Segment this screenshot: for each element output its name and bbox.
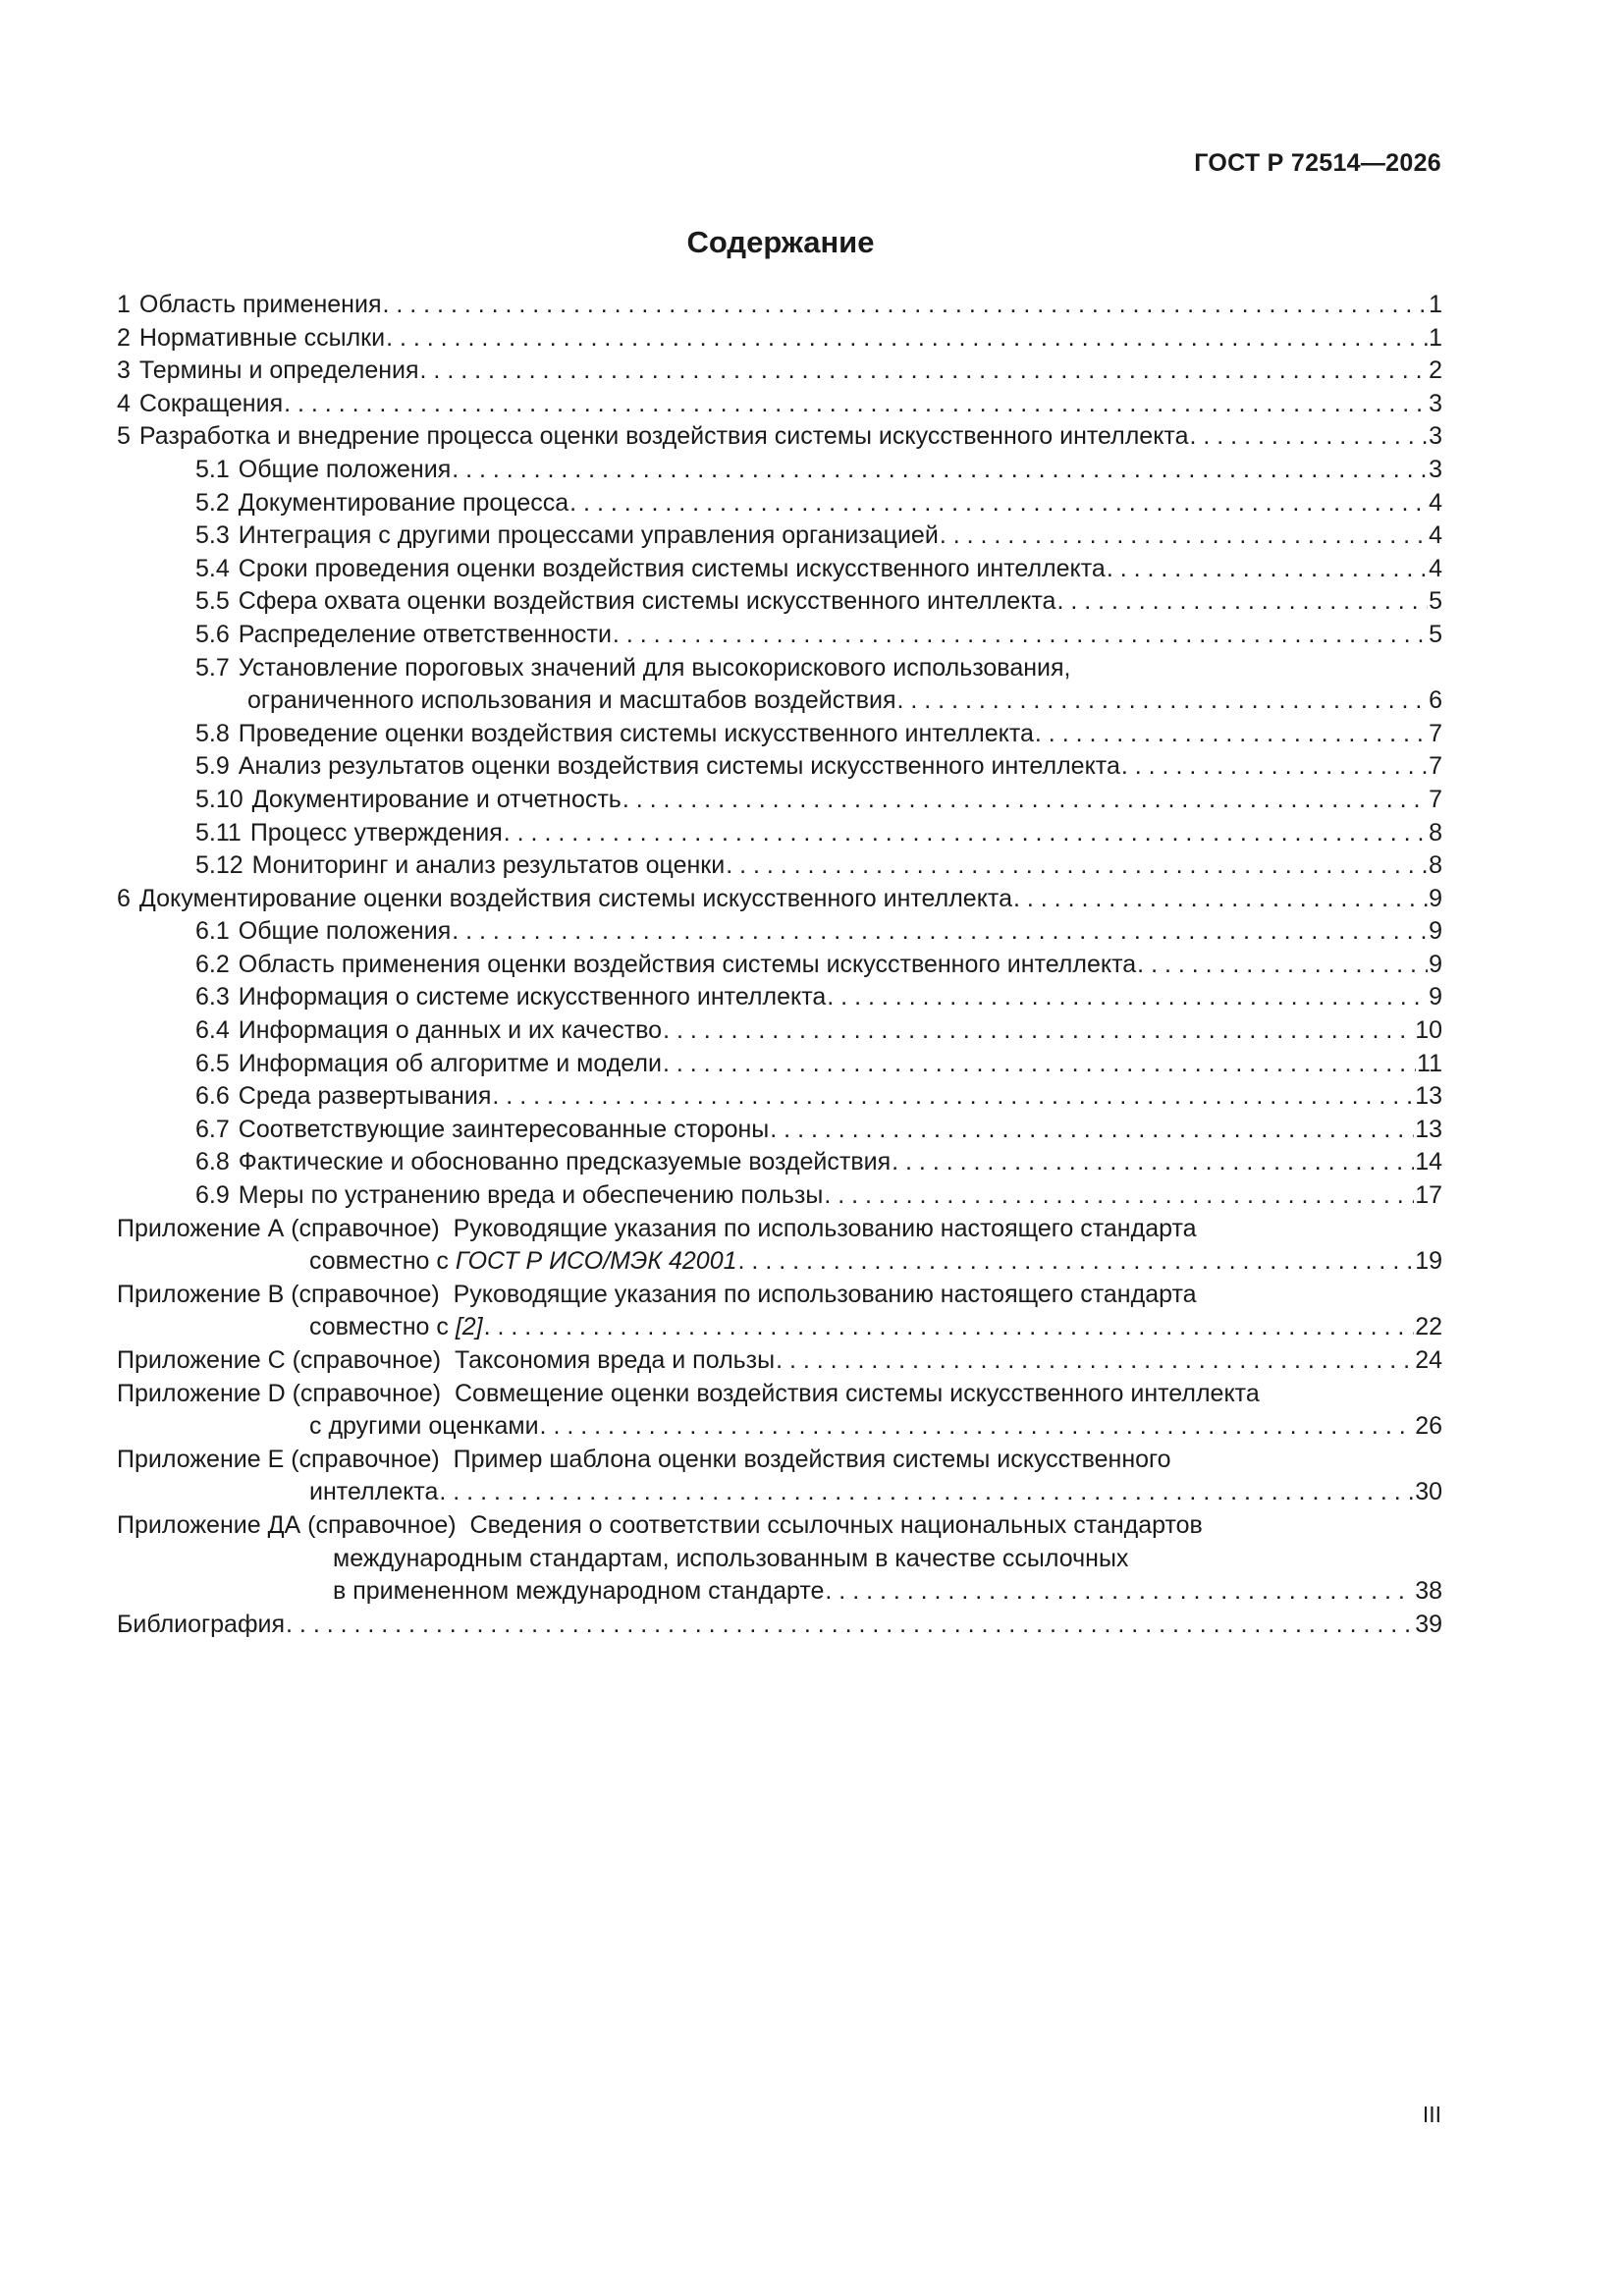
toc-text-continued: международным стандартам, использованным в качестве ссылочных — [333, 1544, 1129, 1572]
toc-page: 9 — [1429, 950, 1442, 978]
dot-leader — [825, 1575, 1414, 1609]
toc-number: 5.5 — [195, 587, 230, 616]
toc-text: Руководящие указания по использованию настоящего стандарта — [453, 1280, 1197, 1308]
dot-leader — [484, 1311, 1415, 1344]
dot-leader — [726, 849, 1428, 883]
toc-page: 6 — [1429, 686, 1442, 715]
toc-text: Процесс утверждения — [249, 818, 503, 847]
toc-text: Совмещение оценки воздействия системы искусственного интеллекта — [454, 1379, 1260, 1407]
toc-number: 5.8 — [195, 719, 230, 747]
dot-leader — [540, 1410, 1415, 1444]
toc-number: 4 — [117, 389, 131, 417]
appendix-label: Приложение C (справочное) — [117, 1346, 442, 1374]
dot-leader — [770, 1114, 1414, 1147]
dot-leader — [439, 1476, 1414, 1509]
toc-text: Общие положения — [238, 917, 452, 946]
table-of-contents — [117, 289, 1442, 1641]
toc-page: 8 — [1429, 818, 1442, 847]
appendix-label: Приложение D (справочное) — [117, 1379, 442, 1407]
toc-entry-5-3[interactable] — [117, 519, 1442, 553]
dot-leader — [897, 684, 1429, 718]
toc-page: 1 — [1429, 323, 1442, 352]
toc-text: Документирование и отчетность — [251, 785, 622, 813]
toc-entry-5-12[interactable] — [117, 849, 1442, 883]
dot-leader — [892, 1146, 1414, 1179]
toc-number: 6.1 — [195, 917, 230, 946]
toc-number: 6.7 — [195, 1115, 230, 1143]
appendix-label: Приложение А (справочное) — [117, 1214, 440, 1242]
toc-page: 5 — [1429, 620, 1442, 648]
toc-entry-5-8[interactable] — [117, 718, 1442, 751]
toc-text: Термины и определения — [138, 356, 419, 385]
dot-leader — [504, 817, 1428, 850]
dot-leader — [824, 1179, 1414, 1213]
toc-text-continued: интеллекта — [309, 1478, 439, 1506]
toc-number: 5.6 — [195, 620, 230, 648]
dot-leader — [663, 1048, 1416, 1081]
toc-number: 3 — [117, 356, 131, 385]
toc-text: Установление пороговых значений для высокорискового использования, — [238, 653, 1071, 682]
toc-text: Распределение ответственности — [238, 620, 612, 648]
toc-text-continued: совместно с — [309, 1247, 456, 1276]
toc-page: 17 — [1415, 1181, 1442, 1210]
dot-leader — [776, 1344, 1414, 1378]
dot-leader — [286, 1609, 1414, 1642]
toc-entry-5-4[interactable] — [117, 553, 1442, 586]
toc-page: 14 — [1415, 1148, 1442, 1176]
toc-text: Таксономия вреда и пользы — [454, 1346, 776, 1374]
toc-entry-6-1[interactable] — [117, 915, 1442, 949]
toc-text: Общие положения — [238, 455, 452, 483]
dot-leader — [492, 1080, 1414, 1114]
toc-text: Проведение оценки воздействия системы искусственного интеллекта — [238, 719, 1034, 747]
toc-number: 5.9 — [195, 752, 230, 781]
toc-text: Информация о системе искусственного интеллекта — [238, 983, 827, 1011]
toc-entry-5-1[interactable] — [117, 454, 1442, 487]
dot-leader — [420, 355, 1429, 388]
toc-number: 6.5 — [195, 1049, 230, 1077]
toc-number: 5.12 — [195, 851, 243, 880]
toc-page: 7 — [1429, 719, 1442, 747]
toc-text: Документирование оценки воздействия системы искусственного интеллекта — [138, 884, 1012, 912]
toc-number: 5.4 — [195, 554, 230, 582]
toc-text: Пример шаблона оценки воздействия системы искусственного — [453, 1445, 1171, 1473]
toc-text: Мониторинг и анализ результатов оценки — [251, 851, 726, 880]
toc-number: 6.6 — [195, 1082, 230, 1111]
toc-entry-6-3[interactable] — [117, 981, 1442, 1014]
toc-number: 5.3 — [195, 521, 230, 550]
dot-leader — [1190, 420, 1429, 454]
toc-number: 6.3 — [195, 983, 230, 1011]
dot-leader — [940, 519, 1428, 553]
standard-reference: ГОСТ Р ИСО/МЭК 42001 — [455, 1247, 737, 1276]
toc-text: Сфера охвата оценки воздействия системы искусственного интеллекта — [238, 587, 1056, 616]
toc-number: 5.2 — [195, 488, 230, 517]
toc-number: 5.1 — [195, 455, 230, 483]
toc-entry-5-9[interactable] — [117, 750, 1442, 784]
toc-entry-5-11[interactable] — [117, 817, 1442, 850]
toc-number: 5.11 — [195, 818, 242, 847]
toc-number: 6.9 — [195, 1181, 230, 1210]
toc-page: 13 — [1415, 1082, 1442, 1111]
toc-text: Анализ результатов оценки воздействия системы искусственного интеллекта — [238, 752, 1120, 781]
toc-entry-appendix-c[interactable] — [117, 1344, 1442, 1378]
dot-leader — [452, 454, 1428, 487]
dot-leader — [1121, 750, 1428, 784]
toc-entry-6-6[interactable] — [117, 1080, 1442, 1114]
toc-entry-6-4[interactable] — [117, 1014, 1442, 1048]
toc-text: Соответствующие заинтересованные стороны — [238, 1115, 770, 1143]
toc-text-continued: с другими оценками — [309, 1412, 539, 1441]
dot-leader — [1013, 883, 1428, 916]
toc-entry-1[interactable] — [117, 289, 1442, 322]
toc-page: 7 — [1429, 752, 1442, 781]
page-number: III — [1422, 2102, 1441, 2127]
dot-leader — [622, 784, 1428, 817]
toc-page: 11 — [1417, 1049, 1442, 1077]
dot-leader — [452, 915, 1428, 949]
toc-entry-6-9[interactable] — [117, 1179, 1442, 1213]
dot-leader — [827, 981, 1428, 1014]
toc-text: Сокращения — [138, 389, 284, 417]
toc-page: 13 — [1415, 1115, 1442, 1143]
dot-leader — [382, 289, 1428, 322]
toc-page: 4 — [1429, 554, 1442, 582]
toc-entry-appendix-e[interactable] — [117, 1444, 1442, 1509]
toc-text: Библиография — [117, 1610, 286, 1638]
toc-entry-4[interactable] — [117, 388, 1442, 421]
toc-entry-6[interactable] — [117, 883, 1442, 916]
toc-page: 9 — [1429, 983, 1442, 1011]
toc-page: 4 — [1429, 521, 1442, 550]
toc-page: 3 — [1429, 389, 1442, 417]
toc-number: 5 — [117, 422, 131, 451]
dot-leader — [386, 322, 1428, 355]
toc-text: Сведения о соответствии ссылочных национальных стандартов — [469, 1510, 1203, 1539]
toc-entry-5-10[interactable] — [117, 784, 1442, 817]
appendix-label: Приложение ДА (справочное) — [117, 1510, 457, 1539]
dot-leader — [613, 619, 1428, 652]
toc-page: 7 — [1429, 785, 1442, 813]
toc-entry-6-5[interactable] — [117, 1048, 1442, 1081]
toc-page: 22 — [1415, 1313, 1442, 1341]
toc-page: 38 — [1415, 1577, 1442, 1606]
toc-page: 1 — [1429, 291, 1442, 318]
toc-page: 39 — [1415, 1610, 1442, 1638]
bibliography-reference: [2] — [455, 1313, 483, 1341]
toc-entry-appendix-da[interactable] — [117, 1509, 1442, 1609]
toc-entry-6-8[interactable] — [117, 1146, 1442, 1179]
toc-page: 3 — [1429, 422, 1442, 451]
toc-entry-6-2[interactable] — [117, 949, 1442, 982]
toc-page: 2 — [1429, 356, 1442, 385]
toc-text: Среда развертывания — [238, 1082, 492, 1111]
toc-text: Документирование процесса — [238, 488, 569, 517]
toc-entry-5-6[interactable] — [117, 619, 1442, 652]
toc-text: Фактические и обоснованно предсказуемые воздействия — [238, 1148, 892, 1176]
page-title: Содержание — [686, 225, 875, 259]
toc-entry-appendix-a[interactable] — [117, 1213, 1442, 1279]
toc-number: 6.8 — [195, 1148, 230, 1176]
toc-text: Информация об алгоритме и модели — [238, 1049, 662, 1077]
toc-text: Разработка и внедрение процесса оценки воздействия системы искусственного интеллекта — [138, 422, 1189, 451]
toc-entry-6-7[interactable] — [117, 1114, 1442, 1147]
toc-text: Сроки проведения оценки воздействия системы искусственного интеллекта — [238, 554, 1106, 582]
toc-page: 9 — [1429, 884, 1442, 912]
dot-leader — [1056, 585, 1428, 619]
toc-number: 6.4 — [195, 1016, 230, 1045]
toc-page: 19 — [1415, 1247, 1442, 1276]
toc-number: 1 — [117, 291, 131, 318]
toc-text: Область применения — [138, 291, 382, 318]
dot-leader — [284, 388, 1428, 421]
toc-page: 9 — [1429, 917, 1442, 946]
toc-page: 8 — [1429, 851, 1442, 880]
toc-page: 24 — [1415, 1346, 1442, 1374]
toc-page: 10 — [1415, 1016, 1442, 1045]
toc-entry-appendix-d[interactable] — [117, 1378, 1442, 1444]
standard-code: ГОСТ Р 72514—2026 — [1194, 149, 1441, 177]
toc-text: Меры по устранению вреда и обеспечению пользы — [238, 1181, 824, 1210]
appendix-label: Приложение B (справочное) — [117, 1280, 440, 1308]
toc-text: Интеграция с другими процессами управления организацией — [238, 521, 939, 550]
toc-entry-3[interactable] — [117, 355, 1442, 388]
toc-page: 3 — [1429, 455, 1442, 483]
dot-leader — [663, 1014, 1414, 1048]
toc-entry-5-7[interactable] — [117, 652, 1442, 718]
toc-text: Информация о данных и их качество — [238, 1016, 663, 1045]
toc-page: 30 — [1415, 1478, 1442, 1506]
dot-leader — [1107, 553, 1428, 586]
toc-text-continued: в примененном международном стандарте — [333, 1577, 825, 1606]
toc-number: 5.7 — [195, 653, 230, 682]
toc-entry-2[interactable] — [117, 322, 1442, 355]
toc-text: Нормативные ссылки — [138, 323, 386, 352]
toc-text: Область применения оценки воздействия системы искусственного интеллекта — [238, 950, 1137, 978]
toc-page: 26 — [1415, 1412, 1442, 1441]
dot-leader — [569, 487, 1428, 520]
appendix-label: Приложение E (справочное) — [117, 1445, 440, 1473]
toc-number: 6 — [117, 884, 131, 912]
toc-number: 5.10 — [195, 785, 243, 813]
dot-leader — [738, 1245, 1415, 1279]
toc-entry-5-2[interactable] — [117, 487, 1442, 520]
toc-entry-appendix-b[interactable] — [117, 1279, 1442, 1344]
dot-leader — [1137, 949, 1428, 982]
toc-entry-bibliography[interactable] — [117, 1609, 1442, 1642]
toc-text-continued: ограниченного использования и масштабов воздействия — [247, 686, 896, 715]
toc-page: 5 — [1429, 587, 1442, 616]
dot-leader — [1035, 718, 1428, 751]
toc-entry-5-5[interactable] — [117, 585, 1442, 619]
toc-text-continued: совместно с — [309, 1313, 456, 1341]
toc-page: 4 — [1429, 488, 1442, 517]
toc-number: 2 — [117, 323, 131, 352]
toc-entry-5[interactable] — [117, 420, 1442, 454]
toc-number: 6.2 — [195, 950, 230, 978]
toc-text: Руководящие указания по использованию настоящего стандарта — [453, 1214, 1197, 1242]
